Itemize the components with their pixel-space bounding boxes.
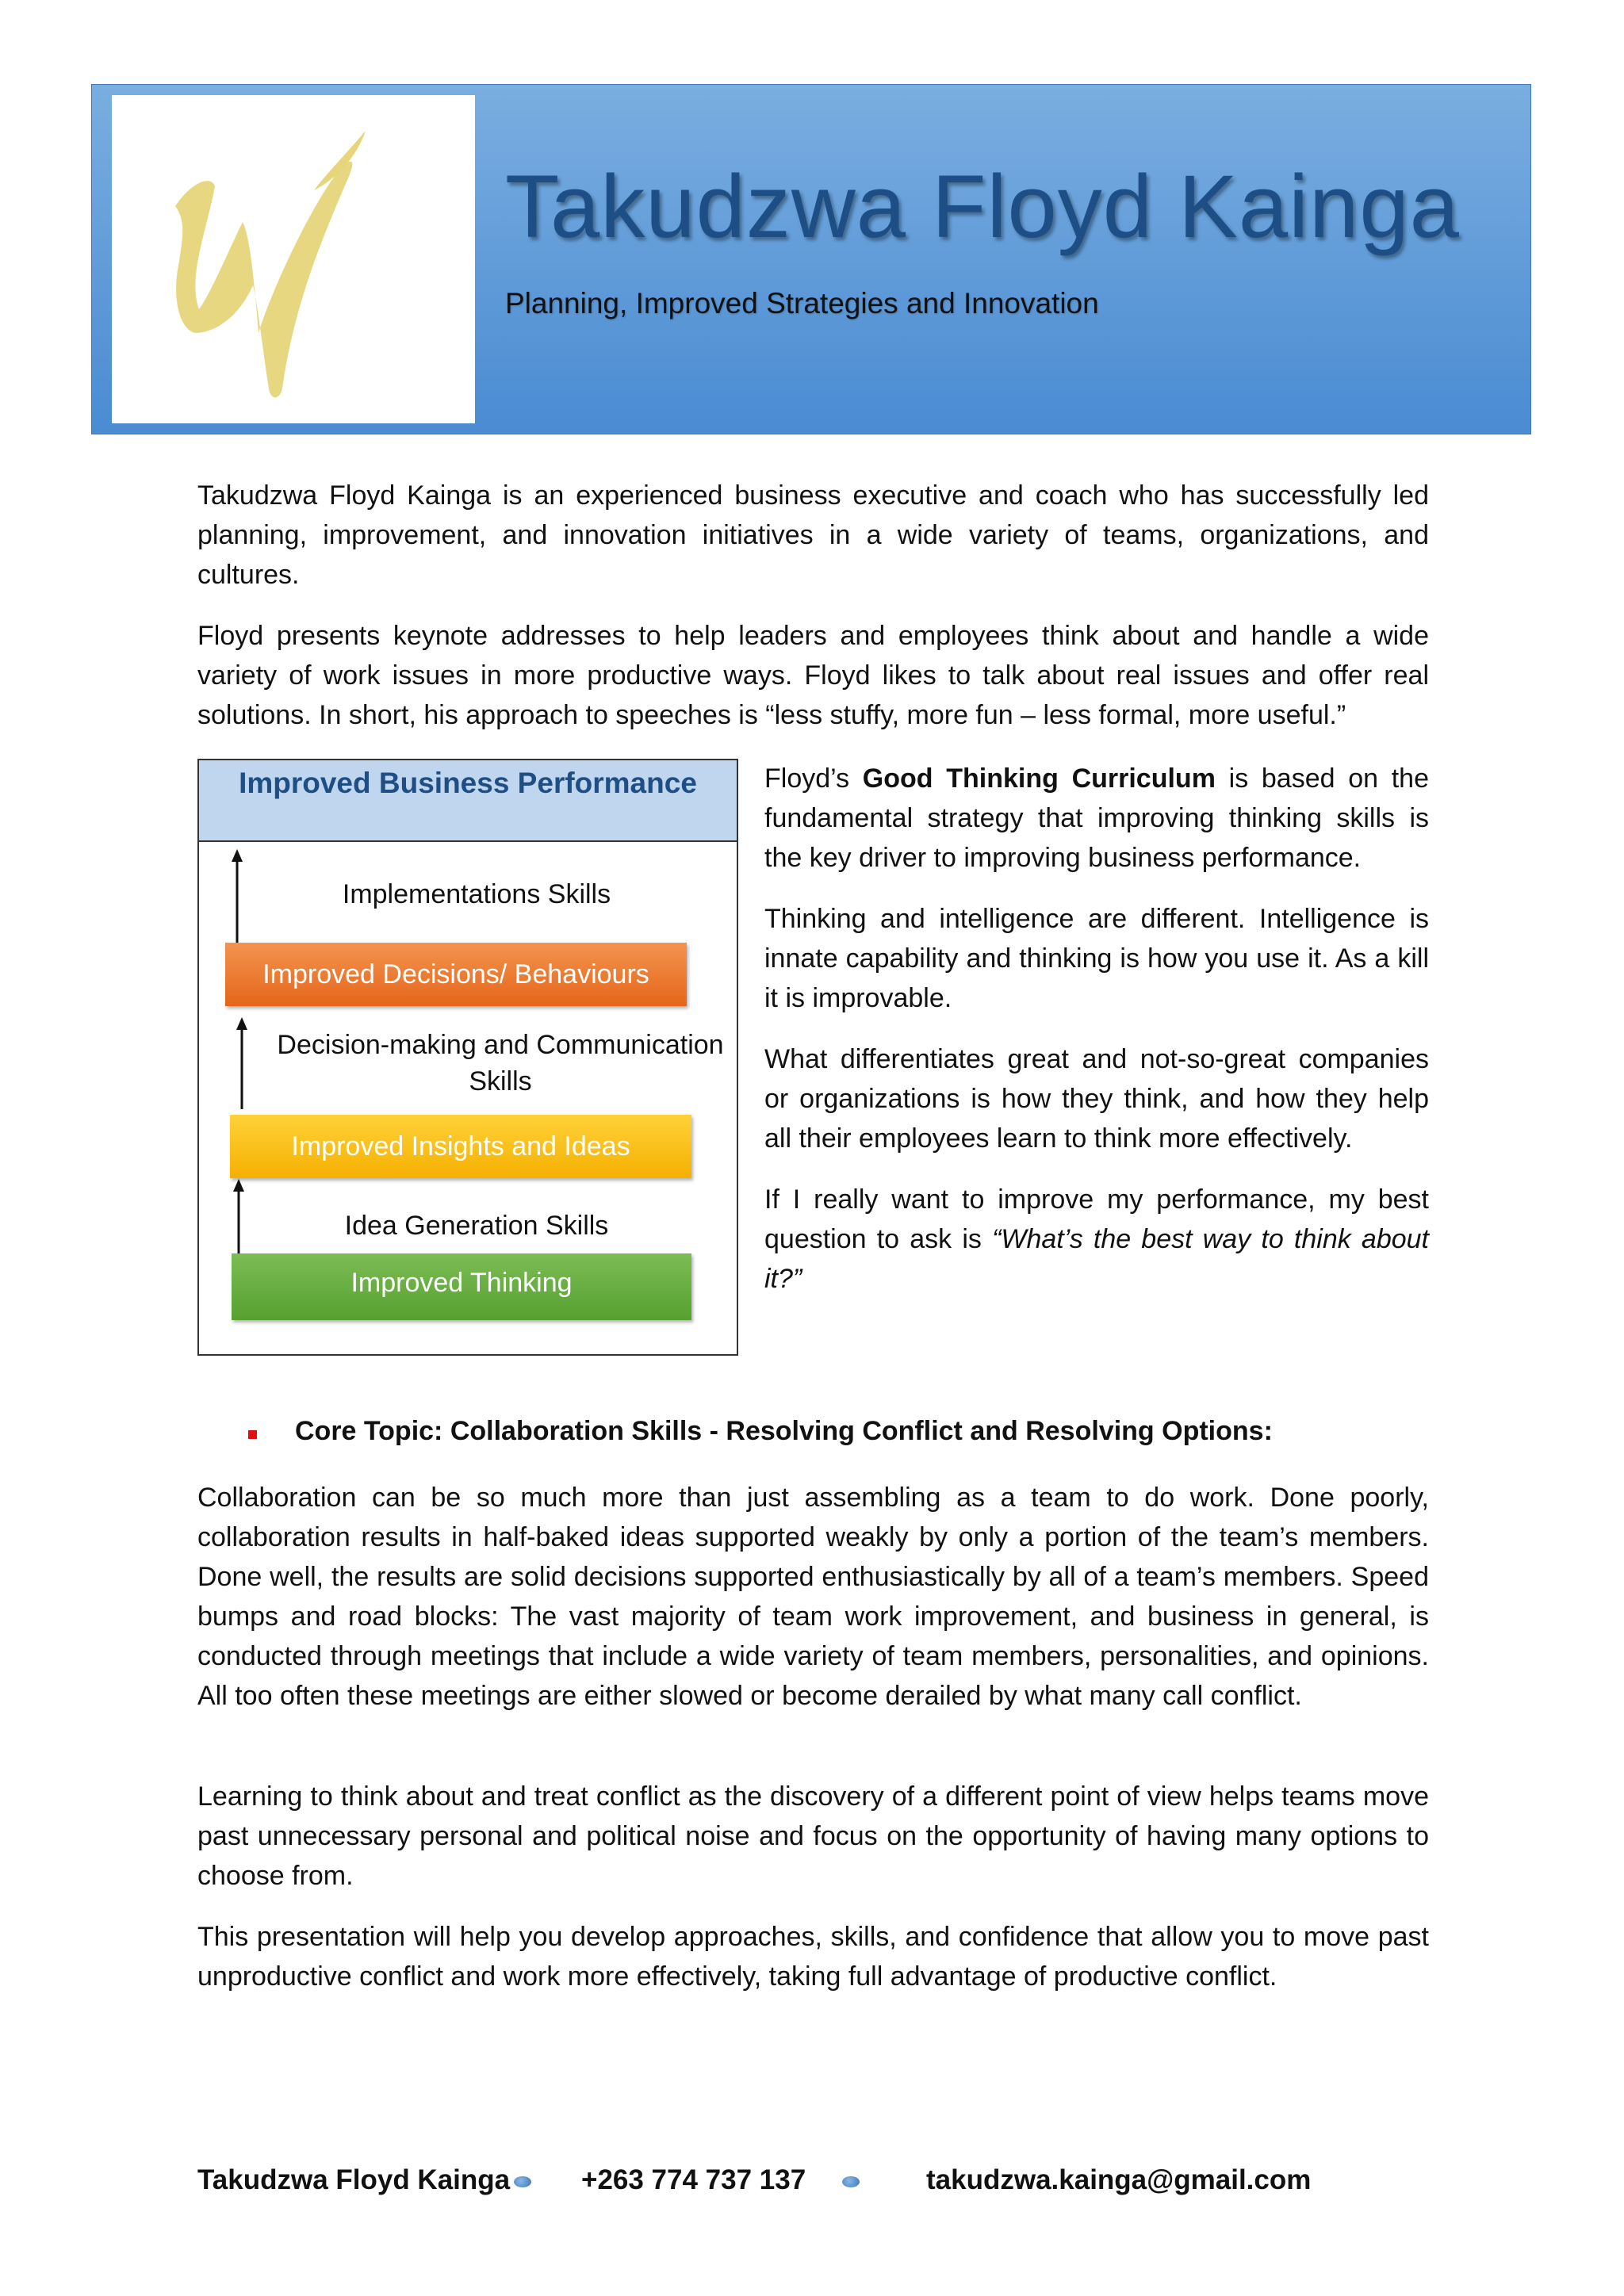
diagram-skill-implementations: Implementations Skills [342,879,611,909]
up-arrow-icon [231,1179,247,1258]
logo [112,95,475,423]
intro-paragraph-2: Floyd presents keynote addresses to help leaders and employees think about and handle a wide variety of work issues in more productive ways. Floyd likes to talk about real issues and offer real solutions. In short, his approach to speeches is “less stuffy, more fun – less formal, more useful.” [197,621,1429,730]
separator-dot-icon [842,2176,860,2187]
footer-email[interactable]: takudzwa.kainga@gmail.com [926,2164,1312,2195]
key-question: “What’s the best way to think about it?” [764,1224,1430,1294]
curriculum-paragraph-3: What differentiates great and not-so-great companies or organizations is how they think, and how they help all their employees learn to think more effectively. [764,1044,1429,1154]
up-arrow-icon [234,1017,250,1111]
diagram-bar-decisions: Improved Decisions/ Behaviours [225,943,687,1006]
diagram-title: Improved Business Performance [199,760,737,842]
core-topic-paragraph-3: This presentation will help you develop approaches, skills, and confidence that allow you to move past unproductive conflict and work more effectively, taking full advantage of productive conflict. [197,1922,1429,1992]
up-arrow-icon [229,849,245,944]
curriculum-paragraph-4: If I really want to improve my performance, my best question to ask is “What’s the best way to think about it?” [764,1184,1430,1294]
diagram-bar-insights: Improved Insights and Ideas [230,1115,691,1178]
footer-name: Takudzwa Floyd Kainga [197,2164,511,2195]
performance-diagram [197,759,738,1356]
footer-phone[interactable]: +263 774 737 137 [581,2164,806,2195]
tagline: Planning, Improved Strategies and Innovation [505,287,1099,320]
curriculum-name: Good Thinking Curriculum [862,763,1216,794]
page-title: Takudzwa Floyd Kainga [505,157,1460,256]
diagram-skill-idea-generation: Idea Generation Skills [344,1211,609,1241]
curriculum-paragraph-2: Thinking and intelligence are different. Intelligence is innate capability and thinking is how you use it. As a kill it is improvable. [764,904,1429,1013]
core-topic-paragraph-1: Collaboration can be so much more than just assembling as a team to do work. Done poorly, collaboration results in half-baked ideas supported weakly by only a portion of the team’s members. Done well, the results are solid decisions supported enthusiastically by all of a team’s members. Speed bumps and road blocks: The vast majority of team work improvement, and business in general, is conducted through meetings that include a wide variety of team members, personalities, and opinions. All too often these meetings are either slowed or become derailed by what many call conflict. [197,1483,1429,1711]
core-topic-heading: Core Topic: Collaboration Skills - Resolving Conflict and Resolving Options: [295,1416,1273,1446]
core-topic-paragraph-2: Learning to think about and treat conflict as the discovery of a different point of view helps teams move past unnecessary personal and political noise and focus on the opportunity of having many options to choose from. [197,1781,1429,1891]
separator-dot-icon [514,2176,531,2187]
diagram-bar-thinking: Improved Thinking [232,1253,691,1320]
brush-w-logo-icon [112,95,475,423]
diagram-skill-decision-making: Decision-making and Communication Skills [277,1030,724,1096]
bullet-square-icon [248,1430,257,1439]
intro-paragraph-1: Takudzwa Floyd Kainga is an experienced business executive and coach who has successfully led planning, improvement, and innovation initiatives in a wide variety of teams, organizations, and cultures. [197,480,1429,590]
curriculum-paragraph-1: Floyd’s Good Thinking Curriculum is based on the fundamental strategy that improving thinking skills is the key driver to improving business performance. [764,763,1429,873]
